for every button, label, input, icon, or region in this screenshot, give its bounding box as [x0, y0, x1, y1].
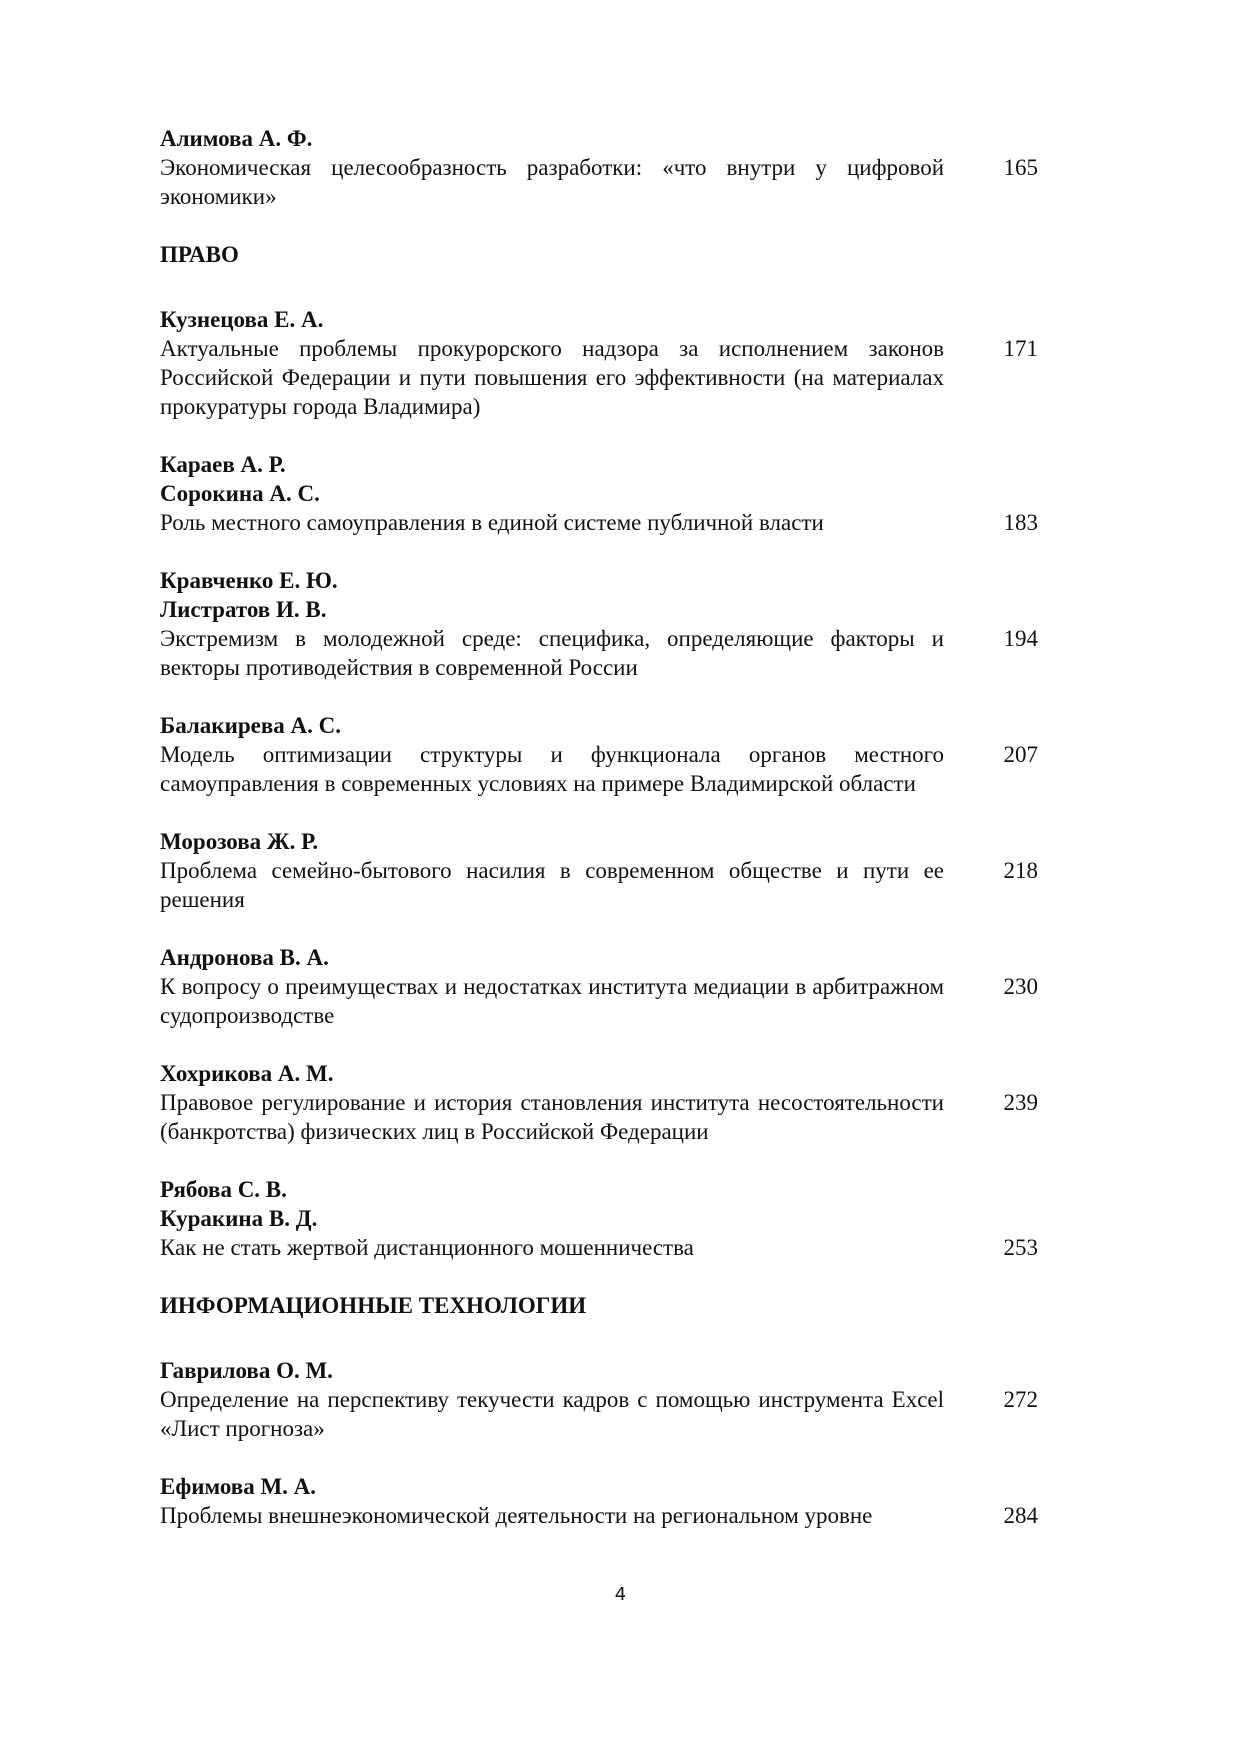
entry-title: Определение на перспективу текучести кадров с помощью инструмента Excel «Лист прогноза» [160, 1387, 944, 1441]
section-heading: ПРАВО [160, 242, 239, 267]
toc-entry [160, 1175, 1040, 1262]
table-of-contents [160, 124, 1040, 1559]
entry-title-row [160, 153, 1040, 211]
entry-author: Кузнецова Е. А. [160, 307, 324, 332]
entry-author: Ефимова М. А. [160, 1474, 317, 1499]
entry-title: Проблемы внешнеэкономической деятельности на региональном уровне [160, 1503, 873, 1528]
entry-title: Правовое регулирование и история становления института несостоятельности (банкротства) физических лиц в Российской Федерации [160, 1090, 944, 1144]
entry-page-number: 171 [1003, 336, 1038, 361]
entry-title-row [160, 740, 1040, 798]
entry-title-row [160, 1501, 1040, 1530]
entry-page-number: 218 [1003, 858, 1038, 883]
entry-author: Морозова Ж. Р. [160, 829, 319, 854]
entry-title: Экономическая целесообразность разработки: «что внутри у цифровой экономики» [160, 155, 944, 209]
entry-author: Хохрикова А. М. [160, 1061, 334, 1086]
entry-page-number: 253 [1003, 1235, 1038, 1260]
entry-title-row [160, 334, 1040, 421]
entry-page-number: 194 [1003, 626, 1038, 651]
page-number: 4 [614, 1584, 627, 1605]
entry-title-row [160, 508, 1040, 537]
entry-author: Караев А. Р. [160, 452, 286, 477]
entry-page-number: 183 [1003, 510, 1038, 535]
toc-entry [160, 450, 1040, 537]
entry-page-number: 230 [1003, 974, 1038, 999]
entry-title-row [160, 1233, 1040, 1262]
toc-entry [160, 124, 1040, 211]
toc-entry [160, 827, 1040, 914]
entry-author: Андронова В. А. [160, 945, 329, 970]
entry-author: Кравченко Е. Ю. [160, 568, 338, 593]
entry-page-number: 165 [1003, 155, 1038, 180]
entry-title: Экстремизм в молодежной среде: специфика, определяющие факторы и векторы противодействия в современной России [160, 626, 944, 680]
entry-author: Рябова С. В. [160, 1177, 287, 1202]
toc-entry [160, 1472, 1040, 1530]
entry-author: Листратов И. В. [160, 597, 327, 622]
entry-page-number: 239 [1003, 1090, 1038, 1115]
entry-page-number: 207 [1003, 742, 1038, 767]
entry-page-number: 272 [1003, 1387, 1038, 1412]
entry-author: Сорокина А. С. [160, 481, 320, 506]
entry-title: Проблема семейно-бытового насилия в современном обществе и пути ее решения [160, 858, 944, 912]
toc-entry [160, 566, 1040, 682]
entry-title: Роль местного самоуправления в единой системе публичной власти [160, 510, 824, 535]
entry-title: Актуальные проблемы прокурорского надзора за исполнением законов Российской Федерации и пути повышения его эффективности (на материалах прокуратуры города Владимира) [160, 336, 944, 419]
entry-title-row [160, 972, 1040, 1030]
toc-entry [160, 711, 1040, 798]
toc-entry [160, 943, 1040, 1030]
entry-title-row [160, 624, 1040, 682]
section-heading: ИНФОРМАЦИОННЫЕ ТЕХНОЛОГИИ [160, 1293, 587, 1318]
toc-entry [160, 1356, 1040, 1443]
entry-title-row [160, 1088, 1040, 1146]
toc-entry [160, 305, 1040, 421]
entry-title-row [160, 1385, 1040, 1443]
entry-title: Модель оптимизации структуры и функционала органов местного самоуправления в современных условиях на примере Владимирской области [160, 742, 944, 796]
entry-title-row [160, 856, 1040, 914]
entry-page-number: 284 [1003, 1503, 1038, 1528]
entry-author: Куракина В. Д. [160, 1206, 318, 1231]
toc-entry [160, 1059, 1040, 1146]
entry-title: Как не стать жертвой дистанционного мошенничества [160, 1235, 694, 1260]
entry-author: Балакирева А. С. [160, 713, 341, 738]
entry-title: К вопросу о преимуществах и недостатках института медиации в арбитражном судопроизводстве [160, 974, 944, 1028]
entry-author: Гаврилова О. М. [160, 1358, 333, 1383]
entry-author: Алимова А. Ф. [160, 126, 313, 151]
